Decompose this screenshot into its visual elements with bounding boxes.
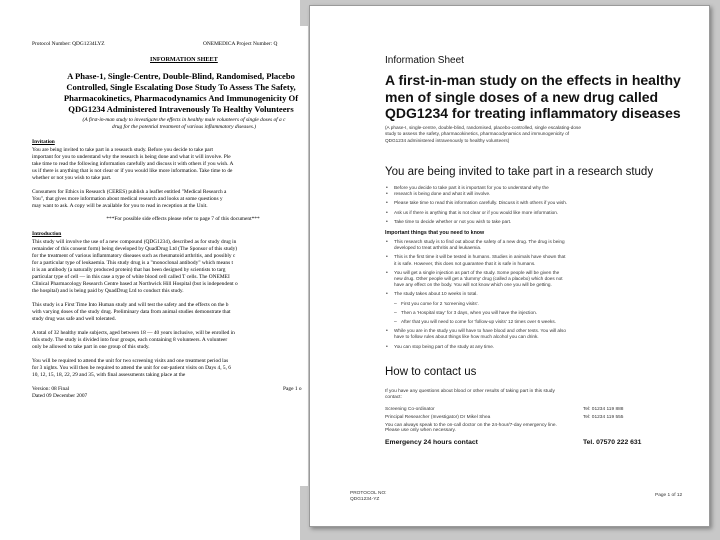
list-item: developed to treat arthritis and leukaemia. bbox=[394, 245, 482, 251]
contact-heading: How to contact us bbox=[385, 366, 477, 378]
old-invitation-line: us if there is anything that is not clear or if you would like more information. Take time to de bbox=[32, 168, 233, 174]
list-item: • research is being done and what it will involve. bbox=[385, 191, 567, 197]
footer-protocol-line: QDG1234-YZ bbox=[350, 497, 380, 502]
contact-label: Screening Co-ordinator bbox=[385, 407, 435, 412]
old-ceres-line: may want to ask. A copy will be available for you to read in reception at the Unit. bbox=[32, 203, 208, 209]
original-information-sheet bbox=[28, 26, 308, 486]
contact-intro-line: If you have any questions about blood or other results of taking part in this study bbox=[385, 389, 555, 394]
list-item: • The study takes about 10 weeks in total. bbox=[385, 291, 566, 297]
footer-protocol-line: PROTOCOL NO: bbox=[350, 491, 387, 496]
invite-list bbox=[385, 185, 567, 225]
old-volunteers-line: this study. The study is divided into four groups, each containing 8 volunteers. A volunteer bbox=[32, 337, 228, 343]
old-ceres-line: You", that gives more information about medical research and looks at some questions y bbox=[32, 196, 223, 202]
old-title-line: QDG1234 Administered Intravenously To Healthy Volunteers bbox=[68, 104, 294, 114]
contact-row-investigator bbox=[385, 415, 645, 420]
old-introduction-line: for the treatment of various inflammatory diseases such as rheumatoid arthritis, and possibly c bbox=[32, 253, 236, 259]
list-item: • Before you decide to take part it is important for you to understand why the bbox=[385, 185, 567, 191]
old-visits-line: You will be required to attend the unit for two screening visits and one treatment period las bbox=[32, 358, 229, 364]
old-first-time-line: study drug was safe and well tolerated. bbox=[32, 316, 116, 322]
important-heading: Important things that you need to know bbox=[385, 230, 485, 236]
contact-label: Principal Researcher (Investigator) Dr Mikel Shea bbox=[385, 415, 491, 420]
sheet-title bbox=[385, 72, 681, 122]
old-invitation-line: important for you to understand why the research is being done and what it will involve. Ple bbox=[32, 154, 231, 160]
old-first-time-line: This study is a First Time Into Human study and will test the safety and the effects on the b bbox=[32, 302, 229, 308]
study-description bbox=[385, 125, 581, 144]
list-item: new drug. Other people will get a 'dummy' drug (called a placebo) which does not bbox=[394, 276, 563, 282]
contact-row-screening bbox=[385, 407, 645, 412]
emergency-contact-row bbox=[385, 439, 645, 446]
old-protocol-number: Protocol Number: QDG1234LYZ bbox=[32, 41, 105, 47]
old-introduction-line: This study will involve the use of a new compound (QDG1234), described as for study drug in bbox=[32, 239, 237, 245]
old-introduction-heading: Introduction bbox=[32, 231, 62, 237]
oncall-note bbox=[385, 423, 645, 433]
list-item: • Please take time to read this information carefully. Discuss it with others if you wish. bbox=[385, 200, 567, 206]
old-introduction-line: it is an antibody (a naturally produced protein) that has been designed by scientists to targ bbox=[32, 267, 226, 273]
old-ceres-line: Consumers for Ethics in Research (CERES) publish a leaflet entitled "Medical Research a bbox=[32, 189, 227, 195]
contact-phone[interactable]: Tel: 01234 119 888 bbox=[583, 407, 624, 412]
old-subtitle-line: (A first-in-man study to investigate the effects in healthy male volunteers of single doses of a c bbox=[82, 117, 286, 123]
old-page-number: Page 1 o bbox=[283, 386, 302, 392]
title-line: A first-in-man study on the effects in healthy bbox=[385, 72, 681, 88]
old-date: Dated 09 December 2007 bbox=[32, 393, 88, 399]
emergency-phone[interactable]: Tel. 07570 222 631 bbox=[583, 439, 642, 446]
old-introduction-line: for a particular type of leukaemia. This study drug is a "monoclonal antibody" which means t bbox=[32, 260, 234, 266]
old-invitation-heading: Invitation bbox=[32, 139, 55, 145]
footer-page-number: Page 1 of 12 bbox=[655, 493, 683, 498]
list-item: • While you are in the study you will have to have blood and other tests. You will also bbox=[385, 328, 566, 334]
oncall-line: You can always speak to the on-call doctor on the 24-hour/7-day emergency line. bbox=[385, 423, 557, 428]
list-item: have to follow rules about things like how much alcohol you can drink. bbox=[394, 334, 539, 340]
old-title-line: Pharmacokinetics, Pharmacodynamics And Immunogenicity Of bbox=[63, 93, 299, 103]
list-item: • This is the first time it will be tested in humans. Studies in animals have shown that bbox=[385, 254, 566, 260]
old-subtitle-line: drug for the potential treatment of various inflammatory diseases.) bbox=[112, 124, 256, 130]
old-introduction-line: the hospital) and is being paid by QuadDrug Ltd to conduct this study. bbox=[32, 288, 184, 294]
contact-phone[interactable]: Tel: 01234 119 555 bbox=[583, 415, 624, 420]
old-title-line: A Phase-1, Single-Centre, Double-Blind, Randomised, Placebo bbox=[67, 71, 295, 81]
important-list bbox=[385, 239, 566, 350]
old-introduction-line: remainder of this consent form) being developed by QuadDrug Ltd (The Sponsor of this study) bbox=[32, 246, 238, 252]
old-heading: INFORMATION SHEET bbox=[150, 56, 218, 63]
list-item: • Ask us if there is anything that is not clear or if you would like more information. bbox=[385, 210, 567, 216]
old-volunteers-line: only be allowed to take part in one group of this study. bbox=[32, 344, 150, 350]
list-item: it is safe. However, this does not guarantee that it is safe in humans. bbox=[394, 260, 536, 266]
lead-line: QDG1234 administered intravenously to healthy volunteers) bbox=[385, 137, 510, 143]
oncall-line: Please use only when necessary. bbox=[385, 428, 456, 433]
old-volunteers-line: A total of 32 healthy male subjects, aged between 18 — 40 years inclusive, will be enrolled in bbox=[32, 330, 235, 336]
list-item: • Take time to decide whether or not you wish to take part. bbox=[385, 219, 567, 225]
sub-list-item: – After that you will need to come for 'follow-up visits' 12 times over 6 weeks. bbox=[385, 319, 566, 325]
list-item: • You can stop being part of the study at any time. bbox=[385, 344, 566, 350]
footer-protocol bbox=[350, 491, 387, 503]
lead-line: (A phase-I, single-centre, double-blind, randomised, placebo-controlled, single escalating-dose bbox=[385, 125, 581, 130]
old-introduction-line: particular type of cell — in this case a type of white blood cell called T cells. The ONEMEI bbox=[32, 274, 230, 280]
sub-list-item: – Then a 'Hospital stay' for 3 days, when you will have the injection. bbox=[385, 310, 566, 316]
old-visits-line: for 3 nights. You will then be required to attend the unit for out-patient visits on Days 4, 5, 6 bbox=[32, 365, 231, 371]
list-item: have any effect on the body. You will not know which one you will be getting. bbox=[394, 282, 552, 288]
old-visits-line: 10, 12, 15, 18, 22, 29 and 35, with final assessments taking place at the bbox=[32, 372, 186, 378]
old-project-number: ONEMEDICA Project Number: Q bbox=[203, 41, 278, 47]
redesigned-information-sheet bbox=[309, 5, 710, 527]
list-item: • This research study is to find out about the safety of a new drug. The drug is being bbox=[385, 239, 566, 245]
old-side-effects-note: ***For possible side effects please refer to page 7 of this document*** bbox=[106, 216, 260, 222]
invite-heading: You are being invited to take part in a research study bbox=[385, 166, 654, 178]
sheet-kicker: Information Sheet bbox=[385, 55, 464, 66]
old-invitation-line: take time to read the following information carefully and discuss it with others if you wish. A bbox=[32, 161, 234, 167]
old-version: Version: 08 Final bbox=[32, 386, 70, 392]
contact-intro-line: contact: bbox=[385, 395, 402, 401]
old-invitation-line: whether or not you wish to take part. bbox=[32, 175, 112, 181]
emergency-label: Emergency 24 hours contact bbox=[385, 439, 478, 446]
list-item: • You will get a single injection as part of the study. Some people will be given the bbox=[385, 270, 566, 276]
contact-intro bbox=[385, 389, 555, 402]
title-line: QDG1234 for treating inflammatory diseases bbox=[385, 105, 681, 121]
sub-list-item: – First you come for 2 'screening visits'. bbox=[385, 301, 566, 307]
old-introduction-line: Clinical Pharmacology Research Centre based at Northwick Hill Hospital (but is independent o bbox=[32, 281, 238, 287]
old-invitation-line: You are being invited to take part in a research study. Before you decide to take part bbox=[32, 147, 213, 153]
lead-line: study to assess the safety, pharmacokinetics, pharmacodynamics and immunogenicity of bbox=[385, 131, 570, 137]
title-line: men of single doses of a new drug called bbox=[385, 88, 659, 105]
old-title-line: Controlled, Single Escalating Dose Study To Assess The Safety, bbox=[66, 82, 296, 92]
old-first-time-line: with varying doses of the study drug. Preliminary data from animal studies demonstrate that bbox=[32, 309, 231, 315]
